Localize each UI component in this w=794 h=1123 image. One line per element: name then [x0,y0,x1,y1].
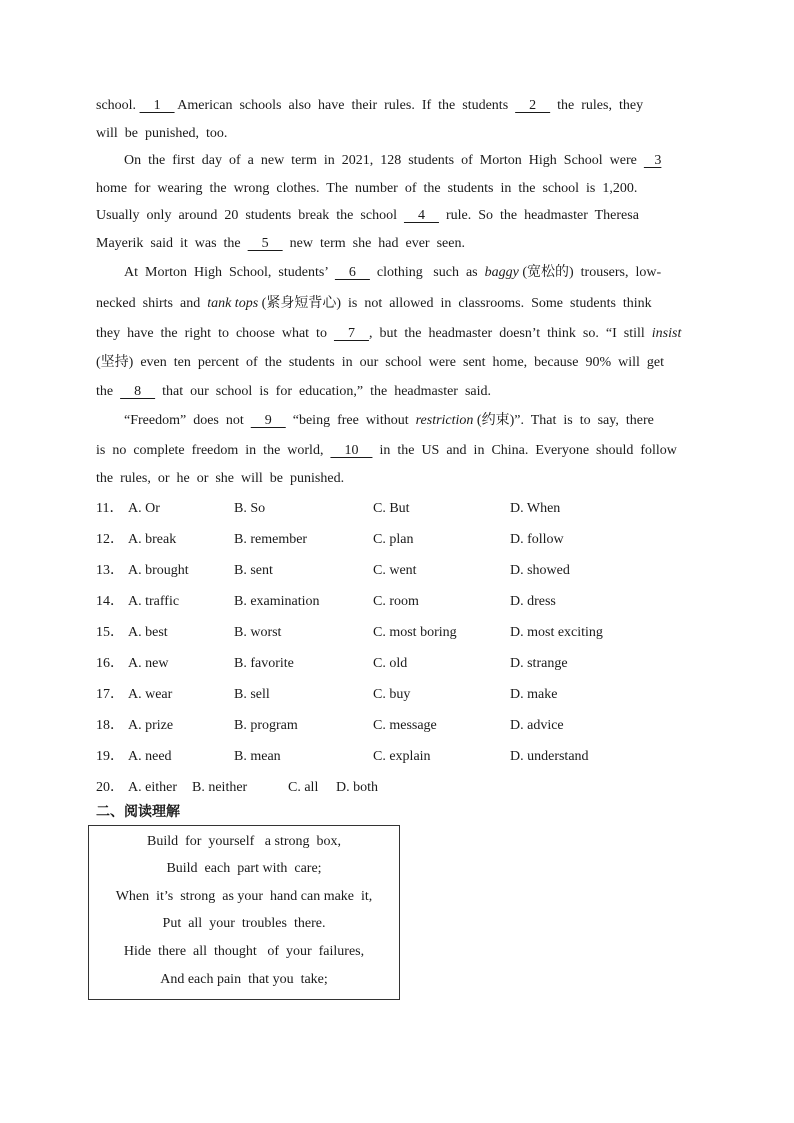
option-c: C. plan [373,532,414,547]
question-row [96,717,736,735]
option-b: B. sent [234,563,273,578]
poem-line: Build each part with care; [166,861,322,876]
option-a: A. new [128,656,169,671]
option-b: B. So [234,501,266,516]
question-number: 19． [96,749,124,764]
passage-text: (约束)”. That is to say, there [473,413,654,428]
passage-text: “Freedom” does not [124,413,251,428]
passage-text: “being free without [285,413,416,428]
section-title: 二、阅读理解 [96,804,180,820]
passage-text: school. [96,98,140,113]
option-c: C. old [373,656,408,671]
option-a: A. best [128,625,168,640]
poem-line: Build for yourself a strong box, [146,834,342,849]
passage-line [96,354,664,372]
poem-line: Hide there all thought of your failures, [123,944,365,959]
passage-line [124,264,661,282]
option-c: C. message [373,718,437,733]
passage-text: the [96,384,121,399]
option-a: A. either [128,780,177,795]
option-b: B. examination [234,594,320,609]
passage-text: new term she had ever seen. [282,236,465,251]
answer-blank: 6 [334,265,370,280]
question-row [96,500,736,518]
option-c: C. explain [373,749,431,764]
option-b: B. worst [234,625,282,640]
poem-line: Put all your troubles there. [162,916,326,931]
passage-text: in the US and in China. Everyone should follow [372,443,677,458]
italic-term: tank tops [207,296,259,311]
passage-line [96,125,227,143]
option-d: D. both [336,780,378,795]
question-number: 16． [96,656,124,671]
passage-line [96,207,639,225]
option-a: A. prize [128,718,174,733]
passage-text: necked shirts and [96,296,208,311]
passage-line [124,152,661,170]
question-row [96,593,736,611]
option-c: C. most boring [373,625,457,640]
passage-text: At Morton High School, students’ [124,265,335,280]
passage-text: rule. So the headmaster Theresa [438,208,639,223]
option-d: D. advice [510,718,564,733]
question-number: 18． [96,718,124,733]
italic-term: baggy [484,265,519,280]
option-c: C. went [373,563,417,578]
passage-text: Usually only around 20 students break the school [96,208,404,223]
passage-text: the rules, or he or she will be punished. [96,471,345,486]
option-c: C. room [373,594,419,609]
answer-blank: 10 [330,443,373,458]
option-d: D. strange [510,656,568,671]
option-b: B. favorite [234,656,294,671]
passage-text: clothing such as [369,265,485,280]
poem-line: And each pain that you take; [160,972,328,987]
option-a: A. wear [128,687,173,702]
option-d: D. follow [510,532,564,547]
passage-text: On the first day of a new term in 2021, 128 students of Morton High School were [124,153,644,168]
passage-text: American schools also have their rules. If the students [174,98,516,113]
poem-box [88,825,400,1000]
passage-line [96,295,652,313]
option-a: A. traffic [128,594,180,609]
question-row [96,748,736,766]
question-row [96,655,736,673]
passage-text: that our school is for education,” the headmaster said. [155,384,492,399]
answer-blank: 7 [333,326,369,341]
passage-line [96,180,637,198]
passage-line [96,235,465,253]
passage-text: home for wearing the wrong clothes. The number of the students in the school is 1,200. [96,181,638,196]
question-row [96,686,736,704]
passage-line [96,97,643,115]
question-row [96,531,736,549]
option-d: D. understand [510,749,589,764]
passage-text: (紧身短背心) is not allowed in classrooms. Some students think [258,296,652,311]
option-d: D. showed [510,563,570,578]
option-c: C. But [373,501,410,516]
question-number: 20． [96,780,124,795]
italic-term: insist [651,326,682,341]
passage-line [96,325,681,343]
passage-text: is no complete freedom in the world, [96,443,331,458]
passage-text: (坚持) even ten percent of the students in our school were sent home, because 90% will get [96,355,665,370]
question-number: 11． [96,501,124,516]
answer-blank: 1 [139,98,175,113]
question-number: 14． [96,594,124,609]
question-number: 17． [96,687,124,702]
option-a: A. need [128,749,172,764]
option-d: D. When [510,501,561,516]
passage-text: the rules, they [550,98,644,113]
passage-line [96,383,491,401]
option-d: D. make [510,687,558,702]
passage-text: , but the headmaster doesn’t think so. “I still [368,326,652,341]
italic-term: restriction [415,413,474,428]
question-20 [96,779,736,797]
option-b: B. remember [234,532,308,547]
answer-blank: 2 [515,98,551,113]
question-number: 13． [96,563,124,578]
answer-blank: 5 [247,236,283,251]
question-row [96,562,736,580]
answer-blank: 9 [250,413,286,428]
answer-blank: 4 [403,208,439,223]
option-d: D. dress [510,594,556,609]
passage-line [96,470,344,488]
passage-text: they have the right to choose what to [96,326,334,341]
option-a: A. brought [128,563,189,578]
answer-blank: 3 [643,153,662,168]
option-b: B. sell [234,687,270,702]
question-row [96,624,736,642]
option-a: A. Or [128,501,160,516]
option-b: B. program [234,718,298,733]
question-number: 15． [96,625,124,640]
passage-text: (宽松的) trousers, low- [518,265,662,280]
option-c: C. all [288,780,319,795]
passage-line [96,442,677,460]
question-number: 12． [96,532,124,547]
passage-text: will be punished, too. [96,126,228,141]
answer-blank: 8 [120,384,156,399]
option-a: A. break [128,532,177,547]
poem-line: When it’s strong as your hand can make it, [115,889,373,904]
passage-text: Mayerik said it was the [96,236,248,251]
option-b: B. neither [192,780,248,795]
option-b: B. mean [234,749,281,764]
passage-line [124,412,654,430]
option-d: D. most exciting [510,625,603,640]
option-c: C. buy [373,687,411,702]
